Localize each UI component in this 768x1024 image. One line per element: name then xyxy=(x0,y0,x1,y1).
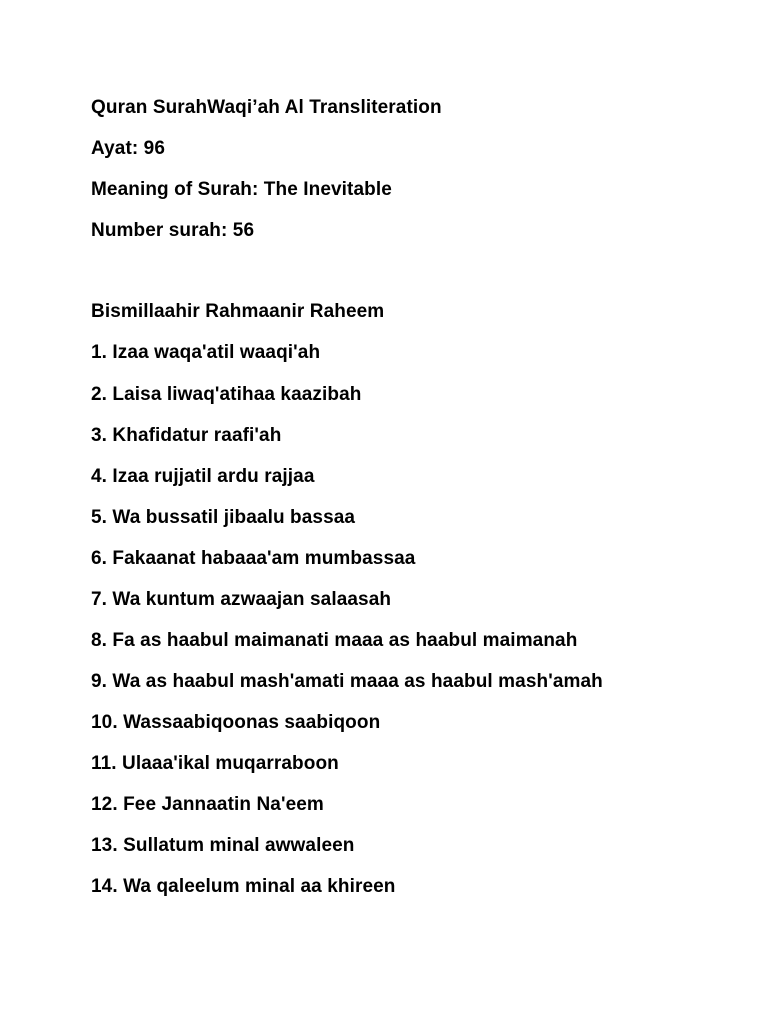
verse-4: 4. Izaa rujjatil ardu rajjaa xyxy=(91,466,315,487)
verse-12: 12. Fee Jannaatin Na'eem xyxy=(91,794,324,815)
verse-9: 9. Wa as haabul mash'amati maaa as haabul mash'amah xyxy=(91,671,603,692)
verse-5: 5. Wa bussatil jibaalu bassaa xyxy=(91,507,356,528)
verse-14: 14. Wa qaleelum minal aa khireen xyxy=(91,876,396,897)
verse-2: 2. Laisa liwaq'atihaa kaazibah xyxy=(91,384,362,405)
bismillah-line: Bismillaahir Rahmaanir Raheem xyxy=(91,301,385,322)
verse-8: 8. Fa as haabul maimanati maaa as haabul maimanah xyxy=(91,630,578,651)
verse-3: 3. Khafidatur raafi'ah xyxy=(91,425,282,446)
document-title: Quran SurahWaqi’ah Al Transliteration xyxy=(91,97,442,118)
verse-1: 1. Izaa waqa'atil waaqi'ah xyxy=(91,342,321,363)
verse-11: 11. Ulaaa'ikal muqarraboon xyxy=(91,753,339,774)
ayat-count: Ayat: 96 xyxy=(91,138,166,159)
surah-meaning: Meaning of Surah: The Inevitable xyxy=(91,179,392,200)
verse-13: 13. Sullatum minal awwaleen xyxy=(91,835,355,856)
verse-7: 7. Wa kuntum azwaajan salaasah xyxy=(91,589,392,610)
verse-6: 6. Fakaanat habaaa'am mumbassaa xyxy=(91,548,416,569)
surah-number: Number surah: 56 xyxy=(91,220,255,241)
verse-10: 10. Wassaabiqoonas saabiqoon xyxy=(91,712,381,733)
